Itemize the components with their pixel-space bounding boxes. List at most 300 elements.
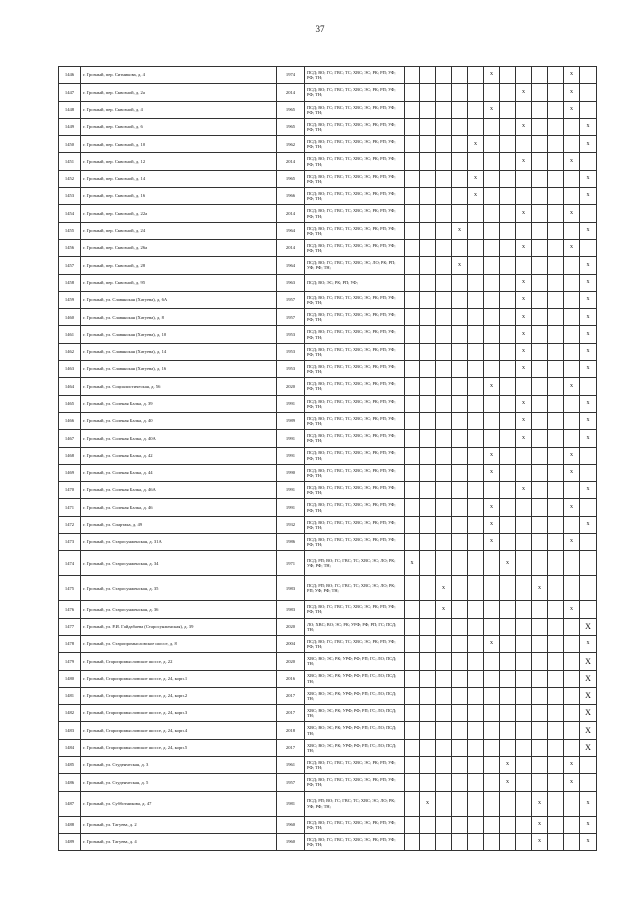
table-row [59,343,597,360]
works-list-cell: ПСД; ВО; ГС; ГВС; ТС; ХВС; ЭС; РК; РП; УФ; РФ; ТН; [305,222,405,239]
period-mark-cell [532,601,548,618]
period-mark-cell: x [468,136,484,153]
period-mark-cell: x [516,274,532,291]
period-mark-cell [548,534,564,551]
period-mark-cell: X [580,670,597,687]
period-mark-cell: x [564,205,580,222]
period-mark-cell [405,705,420,722]
period-mark-cell: x [484,101,500,118]
period-mark-cell [436,274,452,291]
period-mark-cell [420,67,436,84]
period-mark-cell [500,791,516,816]
period-mark-cell: x [500,774,516,791]
table-row [59,635,597,652]
period-mark-cell [452,774,468,791]
period-mark-cell [500,430,516,447]
period-mark-cell [516,551,532,576]
period-mark-cell: x [420,791,436,816]
period-mark-cell [436,482,452,499]
table-row [59,653,597,670]
period-mark-cell [436,395,452,412]
period-mark-cell [436,291,452,308]
period-mark-cell [516,653,532,670]
period-mark-cell [532,326,548,343]
period-mark-cell [548,551,564,576]
address-cell: г. Грозный, пер. Сквозной, д. 12 [81,153,277,170]
works-list-cell: ПСД; ВО; ГС; ГВС; ТС; ХВС; ЭС; РК; РП; УФ; РФ; ТН; [305,205,405,222]
row-number-cell: 1454 [59,205,81,222]
works-list-cell: ЛО; ХВС; ВО; ЭС; РК; УРФ; РФ; РП; ГС; ПСД; ТН; [305,618,405,635]
period-mark-cell [564,722,580,739]
address-cell: г. Грозный, Старопромысловское шоссе, д. 24, корп.4 [81,722,277,739]
address-cell: г. Грозный, ул. Соленая Балка, д. 39 [81,395,277,412]
period-mark-cell [405,205,420,222]
period-mark-cell [580,601,597,618]
period-mark-cell [500,833,516,850]
row-number-cell: 1487 [59,791,81,816]
period-mark-cell: x [564,499,580,516]
row-number-cell: 1451 [59,153,81,170]
period-mark-cell [452,239,468,256]
period-mark-cell: x [516,482,532,499]
period-mark-cell [548,618,564,635]
row-number-cell: 1489 [59,833,81,850]
period-mark-cell [532,378,548,395]
works-list-cell: ПСД; ВО; ГС; ГВС; ТС; ХВС; ЭС; РК; РП; УФ; РФ; ТН; [305,309,405,326]
period-mark-cell [500,687,516,704]
period-mark-cell: x [532,576,548,601]
address-cell: г. Грозный, ул. Студенческая, д. 3 [81,756,277,773]
period-mark-cell [516,188,532,205]
period-mark-cell [564,516,580,533]
year-cell: 2020 [277,378,305,395]
period-mark-cell [420,816,436,833]
period-mark-cell [405,84,420,101]
address-cell: г. Грозный, ул. Славянская (Хатуева), д. 6А [81,291,277,308]
period-mark-cell [548,670,564,687]
period-mark-cell [532,412,548,429]
row-number-cell: 1471 [59,499,81,516]
period-mark-cell [532,670,548,687]
row-number-cell: 1479 [59,653,81,670]
period-mark-cell [436,653,452,670]
period-mark-cell [548,601,564,618]
table-row [59,464,597,481]
row-number-cell: 1473 [59,534,81,551]
period-mark-cell [405,430,420,447]
period-mark-cell [405,67,420,84]
period-mark-cell [484,791,500,816]
period-mark-cell [436,833,452,850]
period-mark-cell [405,687,420,704]
row-number-cell: 1458 [59,274,81,291]
address-cell: г. Грозный, ул. Соленая Балка, д. 40А [81,430,277,447]
period-mark-cell [548,395,564,412]
period-mark-cell [580,205,597,222]
period-mark-cell [500,447,516,464]
table-row [59,101,597,118]
period-mark-cell [548,705,564,722]
period-mark-cell [532,239,548,256]
works-list-cell: ПСД; ВО; ГС; ГВС; ТС; ХВС; ЭС; РК; РП; УФ; РФ; ТН; [305,395,405,412]
period-mark-cell [452,687,468,704]
period-mark-cell [452,430,468,447]
works-list-cell: ПСД; ВО; ГС; ГВС; ТС; ХВС; ЭС; РК; РП; УФ; РФ; ТН; [305,447,405,464]
period-mark-cell: x [580,136,597,153]
period-mark-cell [468,670,484,687]
period-mark-cell [436,705,452,722]
period-mark-cell [436,170,452,187]
period-mark-cell [532,499,548,516]
period-mark-cell [500,361,516,378]
period-mark-cell [484,239,500,256]
period-mark-cell [532,430,548,447]
period-mark-cell [436,378,452,395]
period-mark-cell [564,188,580,205]
period-mark-cell [548,239,564,256]
year-cell: 1953 [277,343,305,360]
period-mark-cell [420,635,436,652]
period-mark-cell [564,222,580,239]
period-mark-cell [484,291,500,308]
period-mark-cell [484,205,500,222]
period-mark-cell: x [516,430,532,447]
period-mark-cell: X [580,705,597,722]
period-mark-cell [484,618,500,635]
period-mark-cell [548,576,564,601]
period-mark-cell [420,756,436,773]
works-list-cell: ПСД; ВО; ГС; ГВС; ТС; ХВС; ЭС; РК; РП; УФ; РФ; ТН; [305,136,405,153]
period-mark-cell [564,257,580,274]
works-list-cell: ПСД; ВО; ГС; ГВС; ТС; ХВС; ЭС; РК; РП; УФ; РФ; ТН; [305,516,405,533]
works-list-cell: ПСД; ВО; ГС; ГВС; ТС; ХВС; ЭС; РК; РП; УФ; РФ; ТН; [305,101,405,118]
period-mark-cell [420,833,436,850]
period-mark-cell [500,309,516,326]
table-row [59,291,597,308]
period-mark-cell [420,705,436,722]
period-mark-cell [420,395,436,412]
period-mark-cell [420,257,436,274]
period-mark-cell [405,816,420,833]
period-mark-cell [468,576,484,601]
period-mark-cell: x [516,412,532,429]
period-mark-cell: X [580,722,597,739]
period-mark-cell [468,833,484,850]
period-mark-cell [548,188,564,205]
period-mark-cell [420,343,436,360]
period-mark-cell [532,222,548,239]
period-mark-cell [468,153,484,170]
period-mark-cell [468,326,484,343]
period-mark-cell [484,136,500,153]
period-mark-cell [420,464,436,481]
period-mark-cell [548,412,564,429]
period-mark-cell [516,705,532,722]
period-mark-cell [436,101,452,118]
table-row [59,84,597,101]
period-mark-cell [420,739,436,756]
period-mark-cell [516,722,532,739]
period-mark-cell [532,170,548,187]
period-mark-cell: X [580,653,597,670]
period-mark-cell [452,816,468,833]
period-mark-cell [564,343,580,360]
year-cell: 2018 [277,722,305,739]
table-row [59,756,597,773]
period-mark-cell [580,239,597,256]
period-mark-cell [405,309,420,326]
period-mark-cell: x [468,170,484,187]
address-cell: г. Грозный, пер. Сквозной, д. 6 [81,118,277,135]
period-mark-cell [500,378,516,395]
period-mark-cell [532,534,548,551]
period-mark-cell [516,687,532,704]
period-mark-cell [516,635,532,652]
year-cell: 2004 [277,635,305,652]
period-mark-cell [436,756,452,773]
period-mark-cell [468,722,484,739]
period-mark-cell [516,378,532,395]
works-list-cell: ПСД; ВО; ГС; ГВС; ТС; ХВС; ЭС; РК; РП; УФ; РФ; ТН; [305,482,405,499]
period-mark-cell: x [580,188,597,205]
period-mark-cell [532,653,548,670]
period-mark-cell [532,705,548,722]
period-mark-cell [468,361,484,378]
period-mark-cell [500,653,516,670]
period-mark-cell: x [516,326,532,343]
period-mark-cell [468,395,484,412]
period-mark-cell [484,705,500,722]
period-mark-cell [420,188,436,205]
period-mark-cell [405,343,420,360]
period-mark-cell [564,361,580,378]
row-number-cell: 1464 [59,378,81,395]
period-mark-cell [516,101,532,118]
table-row [59,687,597,704]
period-mark-cell [436,687,452,704]
year-cell: 1991 [277,447,305,464]
table-row [59,378,597,395]
period-mark-cell [500,464,516,481]
period-mark-cell [532,464,548,481]
table-row [59,816,597,833]
period-mark-cell [548,687,564,704]
period-mark-cell [532,551,548,576]
period-mark-cell: x [580,118,597,135]
period-mark-cell [452,551,468,576]
period-mark-cell [452,118,468,135]
year-cell: 1990 [277,464,305,481]
period-mark-cell [516,756,532,773]
period-mark-cell [516,618,532,635]
period-mark-cell [468,601,484,618]
address-cell: г. Грозный, ул. Славянская (Хатуева), д. 14 [81,343,277,360]
row-number-cell: 1453 [59,188,81,205]
period-mark-cell [405,576,420,601]
period-mark-cell [500,618,516,635]
period-mark-cell [405,516,420,533]
year-cell: 2017 [277,739,305,756]
period-mark-cell [420,170,436,187]
period-mark-cell [420,205,436,222]
period-mark-cell [420,361,436,378]
table-row [59,705,597,722]
period-mark-cell [452,170,468,187]
period-mark-cell [452,205,468,222]
address-cell: г. Грозный, ул. Тагуева, д. 2 [81,816,277,833]
period-mark-cell [484,309,500,326]
period-mark-cell: x [516,205,532,222]
period-mark-cell: x [564,447,580,464]
year-cell: 1965 [277,101,305,118]
period-mark-cell [420,534,436,551]
year-cell: 1957 [277,309,305,326]
period-mark-cell [500,722,516,739]
period-mark-cell: x [484,516,500,533]
works-list-cell: ПСД; РП; ВО; ГС; ГВС; ТС; ХВС; ЭС; ЛО; РК; РП; УФ; РФ; ТН; [305,576,405,601]
period-mark-cell [532,739,548,756]
period-mark-cell: x [580,274,597,291]
table-row [59,309,597,326]
period-mark-cell [548,291,564,308]
period-mark-cell [516,534,532,551]
table-row [59,722,597,739]
period-mark-cell [468,84,484,101]
period-mark-cell [500,705,516,722]
period-mark-cell [516,170,532,187]
period-mark-cell: x [564,101,580,118]
works-list-cell: ХВС; ВО; ЭС; РК; УРФ; РФ; РП; ГС; ЛО; ПСД; ТН; [305,687,405,704]
period-mark-cell: x [564,464,580,481]
period-mark-cell [405,326,420,343]
period-mark-cell [500,516,516,533]
period-mark-cell [564,551,580,576]
period-mark-cell [548,84,564,101]
period-mark-cell [484,774,500,791]
period-mark-cell [484,343,500,360]
period-mark-cell [500,343,516,360]
period-mark-cell [420,447,436,464]
year-cell: 2017 [277,705,305,722]
row-number-cell: 1447 [59,84,81,101]
period-mark-cell [468,635,484,652]
period-mark-cell: x [532,833,548,850]
year-cell: 1989 [277,412,305,429]
year-cell: 2020 [277,653,305,670]
period-mark-cell [436,618,452,635]
works-list-cell: ПСД; ВО; ГС; ГВС; ТС; ХВС; ЭС; РК; РП; УФ; РФ; ТН; [305,774,405,791]
period-mark-cell [436,239,452,256]
row-number-cell: 1462 [59,343,81,360]
period-mark-cell [468,687,484,704]
period-mark-cell [548,343,564,360]
table-row [59,516,597,533]
period-mark-cell [484,670,500,687]
works-list-cell: ПСД; ВО; ГС; ГВС; ТС; ХВС; ЭС; РК; РП; УФ; РФ; ТН; [305,499,405,516]
period-mark-cell [436,84,452,101]
row-number-cell: 1465 [59,395,81,412]
period-mark-cell [532,516,548,533]
period-mark-cell [468,222,484,239]
period-mark-cell [500,576,516,601]
period-mark-cell [468,774,484,791]
period-mark-cell: x [516,118,532,135]
table-row [59,791,597,816]
works-list-cell: ХВС; ВО; ЭС; РК; УРФ; РФ; РП; ГС; ЛО; ПСД; ТН; [305,722,405,739]
period-mark-cell [580,499,597,516]
period-mark-cell [580,153,597,170]
period-mark-cell [436,136,452,153]
row-number-cell: 1482 [59,705,81,722]
period-mark-cell [436,635,452,652]
period-mark-cell [484,653,500,670]
table-row [59,239,597,256]
year-cell: 1960 [277,816,305,833]
period-mark-cell [500,291,516,308]
table-row [59,118,597,135]
period-mark-cell [405,412,420,429]
row-number-cell: 1467 [59,430,81,447]
works-list-cell: ПСД; ВО; ГС; ГВС; ТС; ХВС; ЭС; РК; РП; УФ; РФ; ТН; [305,816,405,833]
period-mark-cell: X [580,739,597,756]
period-mark-cell [452,833,468,850]
period-mark-cell [500,118,516,135]
period-mark-cell [500,326,516,343]
period-mark-cell [436,205,452,222]
period-mark-cell: x [580,291,597,308]
period-mark-cell [452,499,468,516]
period-mark-cell [468,430,484,447]
works-list-cell: ПСД; ВО; ГС; ГВС; ТС; ХВС; ЭС; РК; РП; УФ; РФ; ТН; [305,170,405,187]
housing-registry-table [58,66,597,851]
address-cell: г. Грозный, ул. Студенческая, д. 5 [81,774,277,791]
works-list-cell: ПСД; ВО; ГС; ГВС; ТС; ХВС; ЭС; ЛО; РК; РП; УФ; РФ; ТН; [305,257,405,274]
period-mark-cell [420,499,436,516]
works-list-cell: ПСД; ВО; ГС; ГВС; ТС; ХВС; ЭС; РК; РП; УФ; РФ; ТН; [305,833,405,850]
year-cell: 1983 [277,601,305,618]
period-mark-cell [452,395,468,412]
period-mark-cell: x [532,791,548,816]
period-mark-cell [405,774,420,791]
period-mark-cell [548,309,564,326]
period-mark-cell [564,412,580,429]
period-mark-cell [468,791,484,816]
period-mark-cell [468,756,484,773]
period-mark-cell [532,101,548,118]
period-mark-cell [500,670,516,687]
period-mark-cell [452,739,468,756]
period-mark-cell [500,499,516,516]
period-mark-cell [580,576,597,601]
period-mark-cell: x [452,257,468,274]
row-number-cell: 1484 [59,739,81,756]
address-cell: г. Грозный, ул. Старосунженская, д. 36 [81,601,277,618]
year-cell: 1971 [277,551,305,576]
period-mark-cell [468,516,484,533]
period-mark-cell [532,257,548,274]
table-row [59,412,597,429]
period-mark-cell [405,791,420,816]
period-mark-cell [548,170,564,187]
period-mark-cell [405,739,420,756]
period-mark-cell [532,205,548,222]
period-mark-cell: x [516,153,532,170]
period-mark-cell [436,309,452,326]
works-list-cell: ПСД; ВО; ГС; ГВС; ТС; ХВС; ЭС; РК; РП; УФ; РФ; ТН; [305,534,405,551]
period-mark-cell [436,464,452,481]
address-cell: г. Грозный, ул. Славянская (Хатуева), д. 8 [81,309,277,326]
period-mark-cell [405,482,420,499]
